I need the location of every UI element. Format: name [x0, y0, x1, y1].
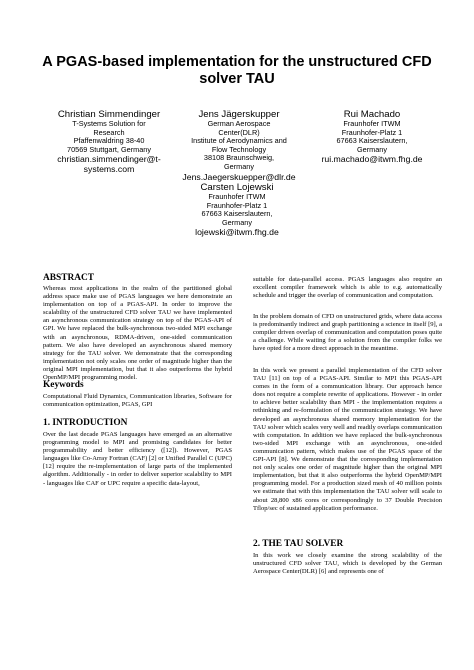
- author-block-2: [164, 109, 314, 182]
- abstract-heading: ABSTRACT: [43, 273, 95, 283]
- title-line-1: A PGAS-based implementation for the unstructured CFD: [42, 54, 432, 70]
- author-affiliation-line: Fraunhofer-Platz 1: [206, 200, 268, 210]
- author-affiliation-line: Fraunhofer-Platz 1: [341, 127, 403, 137]
- author-affiliation-line: Germany: [223, 161, 254, 171]
- author-block-1: [44, 109, 174, 174]
- section-2-text: In this work we closely examine the strong scalability of the unstructured CFD solver TAU, which is developed by the German Aerospace Center(DLR) [6] and represents one of: [253, 552, 442, 576]
- author-affiliation-line: Research: [93, 127, 125, 137]
- right-paragraph-2: In the problem domain of CFD on unstructured grids, where data access is predominantly indirect and graph partitioning a science in itself [9], a compiler driven overlap of communication and computation poses quite a challenge. While waiting for a solution from the compiler folks we have opted for a more direct approach in the meantime.: [253, 313, 442, 353]
- author-affiliation-line: Germany: [221, 217, 252, 227]
- author-affiliation-line: 67663 Kaiserslautern,: [336, 136, 408, 146]
- author-name: Rui Machado: [343, 109, 401, 120]
- paper-title: [30, 54, 444, 88]
- author-affiliation-line: Fraunhofer ITWM: [208, 192, 266, 201]
- author-affiliation-line: 70569 Stuttgart, Germany: [67, 144, 151, 154]
- author-name: Jens Jägerskupper: [198, 109, 280, 120]
- author-affiliation-line: Institute of Aerodynamics and: [191, 136, 287, 146]
- author-affiliation-line: Germany: [356, 144, 387, 154]
- introduction-heading: 1. INTRODUCTION: [43, 418, 128, 428]
- author-affiliation-line: 67663 Kaiserslautern,: [201, 209, 273, 219]
- author-affiliation-line: Center(DLR): [218, 127, 260, 137]
- author-affiliation-line: Fraunhofer ITWM: [343, 119, 401, 128]
- author-affiliation-line: Flow Technology: [211, 144, 267, 154]
- keywords-text: Computational Fluid Dynamics, Communication libraries, Software for communication optimization, PGAS, GPI: [43, 393, 232, 409]
- author-affiliation-line: Pfaffenwaldring 38-40: [73, 136, 145, 146]
- author-affiliation-line: German Aerospace: [207, 119, 271, 128]
- author-email: Jens.Jaegerskuepper@dlr.de: [182, 171, 296, 182]
- right-paragraph-1: suitable for data-parallel access. PGAS languages also require an excellent compiler framework which is able to e.g. automatically schedule and trigger the overlap of communication and computation.: [253, 276, 442, 300]
- title-line-2: solver TAU: [199, 71, 275, 87]
- author-email: christian.simmendinger@t-: [57, 154, 161, 165]
- keywords-heading: Keywords: [43, 380, 84, 390]
- author-affiliation-line: 38108 Braunschweig,: [203, 153, 275, 163]
- author-block-4: [172, 182, 302, 237]
- author-block-3: [302, 109, 442, 164]
- author-email: systems.com: [83, 164, 135, 175]
- abstract-text: Whereas most applications in the realm of the partitioned global address space make use of PGAS languages we here demonstrate an implementation on top of a PGAS-API. In order to improve the scalability of the unstructured CFD solver TAU we have implemented an asynchronous communication strategy on top of the PGAS-API of GPI. We have replaced the bulk-synchronous two-sided MPI exchange with an asynchronous, RDMA-driven, one-sided communication pattern. We also have developed an asynchronous shared memory strategy for the TAU solver. We demonstrate that the corresponding implementation not only scales one order of magnitude higher than the original MPI implementation, but that it also outperforms the hybrid OpenMP/MPI programming model.: [43, 285, 232, 382]
- author-email: rui.machado@itwm.fhg.de: [321, 154, 423, 165]
- right-paragraph-3: In this work we present a parallel implementation of the CFD solver TAU [11] on top of a PGAS-API. Similar to MPI this PGAS-API comes in the form of a communication library. Our approach hence does not require a complete rewrite of applications. However - in order to achieve better scalability than MPI - the implementation requires a rethinking and re-formulation of the communication strategy. We have developed an asynchronous shared memory implementation for the TAU solver which scales very well and readily overlaps communication with computation. In addition we have replaced the bulk-synchronous two-sided MPI exchange with an asynchronous, one-sided communication pattern, which makes use of the PGAS space of the GPI-API [8]. We demonstrate that the corresponding implementation not only scales one order of magnitude higher than the original MPI implementation, but that it also outperforms the hybrid OpenMP/MPI programming model. For a production sized mesh of 40 million points we estimate that with this implementation the TAU solver will scale to about 28,800 x86 cores or correspondingly to 37 Double Precision Tflop/sec of sustained application performance.: [253, 367, 442, 512]
- author-name: Christian Simmendinger: [57, 109, 161, 120]
- author-email: lojewski@itwm.fhg.de: [195, 227, 279, 238]
- introduction-text: Over the last decade PGAS languages have emerged as an alternative programming model to MPI and promising candidates for better programmability and better efficiency ([12]). However, PGAS languages like Co-Array Fortran (CAF) [2] or Unified Parallel C (UPC) [12] require the re-implementation of large parts of the implemented algorithm. Additionally - in order to deliver superior scalability to MPI - languages like CAF or UPC require a specific data-layout,: [43, 431, 232, 487]
- author-affiliation-line: T-Systems Solution for: [72, 119, 146, 128]
- section-2-heading: 2. THE TAU SOLVER: [253, 539, 344, 549]
- author-name: Carsten Lojewski: [200, 182, 274, 193]
